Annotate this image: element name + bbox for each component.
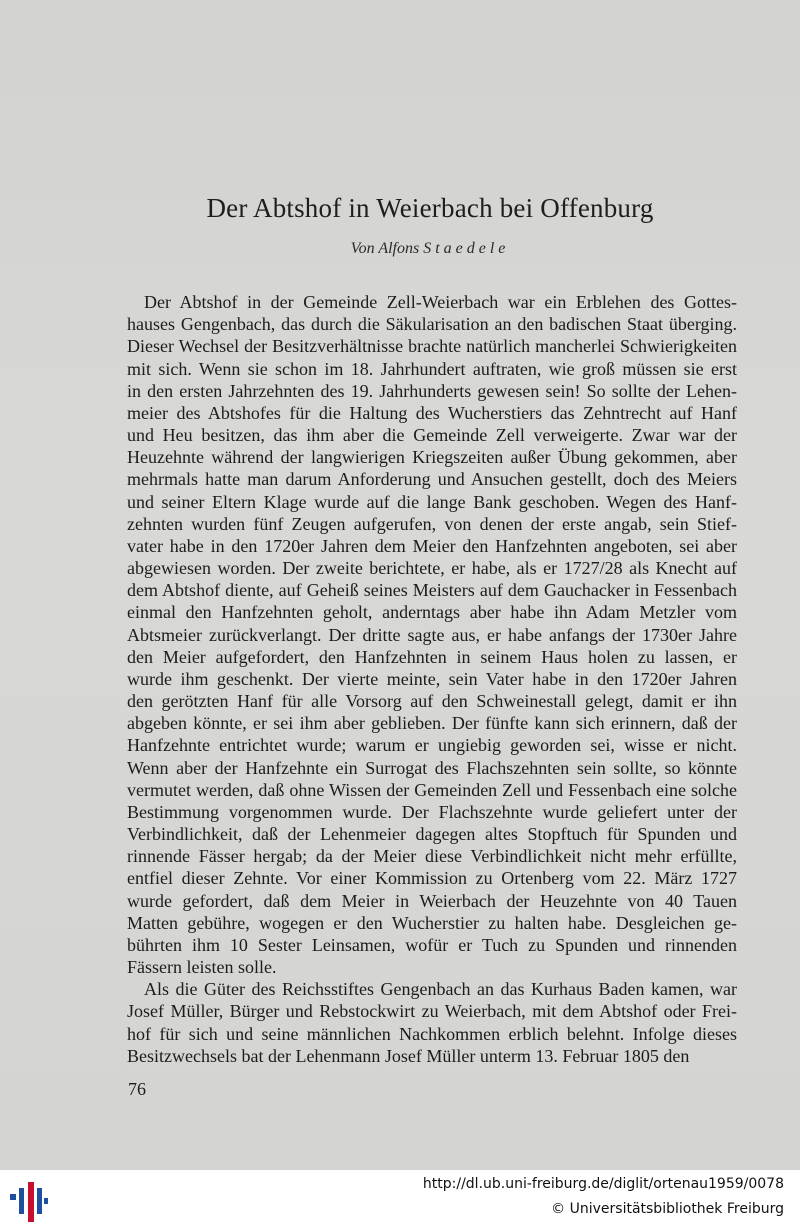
text-line: mit sich. Wenn sie schon im 18. Jahrhundert auftraten, wie groß müssen sie erst xyxy=(127,358,737,379)
text-line: Heuzehnte während der langwierigen Kriegszeiten außer Übung gekommen, aber xyxy=(127,447,737,468)
text-line: mehrmals hatte man darum Anforderung und Ansuchen gestellt, doch des Meiers xyxy=(127,469,737,490)
text-line: Dieser Wechsel der Besitzverhältnisse brachte natürlich mancherlei Schwierigkeiten xyxy=(127,336,737,357)
text-line: wurde gefordert, daß dem Meier in Weierbach der Heuzehnte von 40 Tauen xyxy=(127,890,737,911)
text-line: bührten ihm 10 Sester Leinsamen, wofür er Tuch zu Spunden und rinnenden xyxy=(127,934,737,955)
text-line: dem Abtshof diente, auf Geheiß seines Meisters auf dem Gauchacker in Fessenbach xyxy=(127,580,737,601)
footer-bar xyxy=(0,1170,800,1226)
text-line: Fässern leisten solle. xyxy=(127,957,277,978)
text-line: Wenn aber der Hanfzehnte ein Surrogat des Flachszehnten sein sollte, so könnte xyxy=(127,757,737,778)
page-number: 76 xyxy=(128,1079,146,1099)
text-line: abgeben könnte, er sei ihm aber geblieben. Der fünfte kann sich erinnern, daß der xyxy=(127,713,737,734)
text-line: meier des Abtshofes für die Haltung des Wucherstiers das Zehntrecht auf Hanf xyxy=(127,402,737,423)
text-line: vermutet werden, daß ohne Wissen der Gemeinden Zell und Fessenbach eine solche xyxy=(127,779,737,800)
author-first-name: Alfons xyxy=(378,240,420,257)
text-line: rinnende Fässer hergab; da der Meier diese Verbindlichkeit nicht mehr erfüllte, xyxy=(127,846,737,867)
text-line: einmal den Hanfzehnten geholt, anderntags aber habe ihn Adam Metzler vom xyxy=(127,602,737,623)
page-title: Der Abtshof in Weierbach bei Offenburg xyxy=(206,193,654,223)
text-line: hauses Gengenbach, das durch die Säkularisation an den badischen Staat überging. xyxy=(127,314,737,335)
text-line: in den ersten Jahrzehnten des 19. Jahrhunderts gewesen sein! So sollte der Lehen- xyxy=(127,380,737,401)
text-line: Abtsmeier zurückverlangt. Der dritte sagte aus, er habe anfangs der 1730er Jahre xyxy=(127,624,737,645)
text-line: Hanfzehnte entrichtet wurde; warum er ungiebig geworden sei, wisse er nicht. xyxy=(127,735,737,756)
text-line: wurde ihm geschenkt. Der vierte meinte, sein Vater habe in den 1720er Jahren xyxy=(127,668,737,689)
author-line xyxy=(0,240,800,258)
university-library-logo-icon xyxy=(8,1180,48,1222)
text-line: Der Abtshof in der Gemeinde Zell-Weierbach war ein Erblehen des Gottes- xyxy=(144,292,737,312)
text-line: Bestimmung vorgenommen wurde. Der Flachszehnte wurde geliefert unter der xyxy=(127,801,737,822)
text-line: Josef Müller, Bürger und Rebstockwirt zu Weierbach, mit dem Abtshof oder Frei- xyxy=(127,1001,737,1022)
source-url-link[interactable]: http://dl.ub.uni-freiburg.de/diglit/ortenau1959/0078 xyxy=(422,1176,784,1192)
text-line: hof für sich und seine männlichen Nachkommen erblich belehnt. Infolge dieses xyxy=(127,1023,737,1044)
copyright-notice: © Universitätsbibliothek Freiburg xyxy=(551,1201,784,1217)
text-line: Verbindlichkeit, daß der Lehenmeier dagegen altes Stopftuch für Spunden und xyxy=(127,824,737,845)
text-line: Besitzwechsels bat der Lehenmann Josef Müller unterm 13. Februar 1805 den xyxy=(127,1045,690,1066)
text-line: entfiel dieser Zehnte. Vor einer Kommission zu Ortenberg vom 22. März 1727 xyxy=(127,868,737,889)
text-line: und seiner Eltern Klage wurde auf die lange Bank geschoben. Wegen des Hanf- xyxy=(127,491,737,512)
text-line: zehnten wurden fünf Zeugen aufgerufen, von denen der erste angab, sein Stief- xyxy=(127,513,737,534)
text-line: Als die Güter des Reichsstiftes Gengenbach an das Kurhaus Baden kamen, war xyxy=(144,979,737,1000)
text-line: Matten gebühre, wogegen er den Wucherstier zu halten habe. Desgleichen ge- xyxy=(127,912,737,933)
text-line: abgewiesen worden. Der zweite berichtete, er habe, als er 1727/28 als Knecht auf xyxy=(127,558,737,579)
text-line: vater habe in den 1720er Jahren dem Meier den Hanfzehnten angeboten, sei aber xyxy=(127,535,737,556)
author-prefix: Von xyxy=(350,240,375,257)
text-line: den gerötzten Hanf für alle Vorsorg auf den Schweinestall gelegt, damit er ihn xyxy=(127,691,737,712)
author-last-name: Staedele xyxy=(423,240,510,257)
text-line: und Heu besitzen, das ihm aber die Gemeinde Zell verweigerte. Zwar war der xyxy=(127,425,737,446)
text-line: den Meier aufgefordert, den Hanfzehnten in seinem Haus holen zu lassen, er xyxy=(127,646,737,667)
